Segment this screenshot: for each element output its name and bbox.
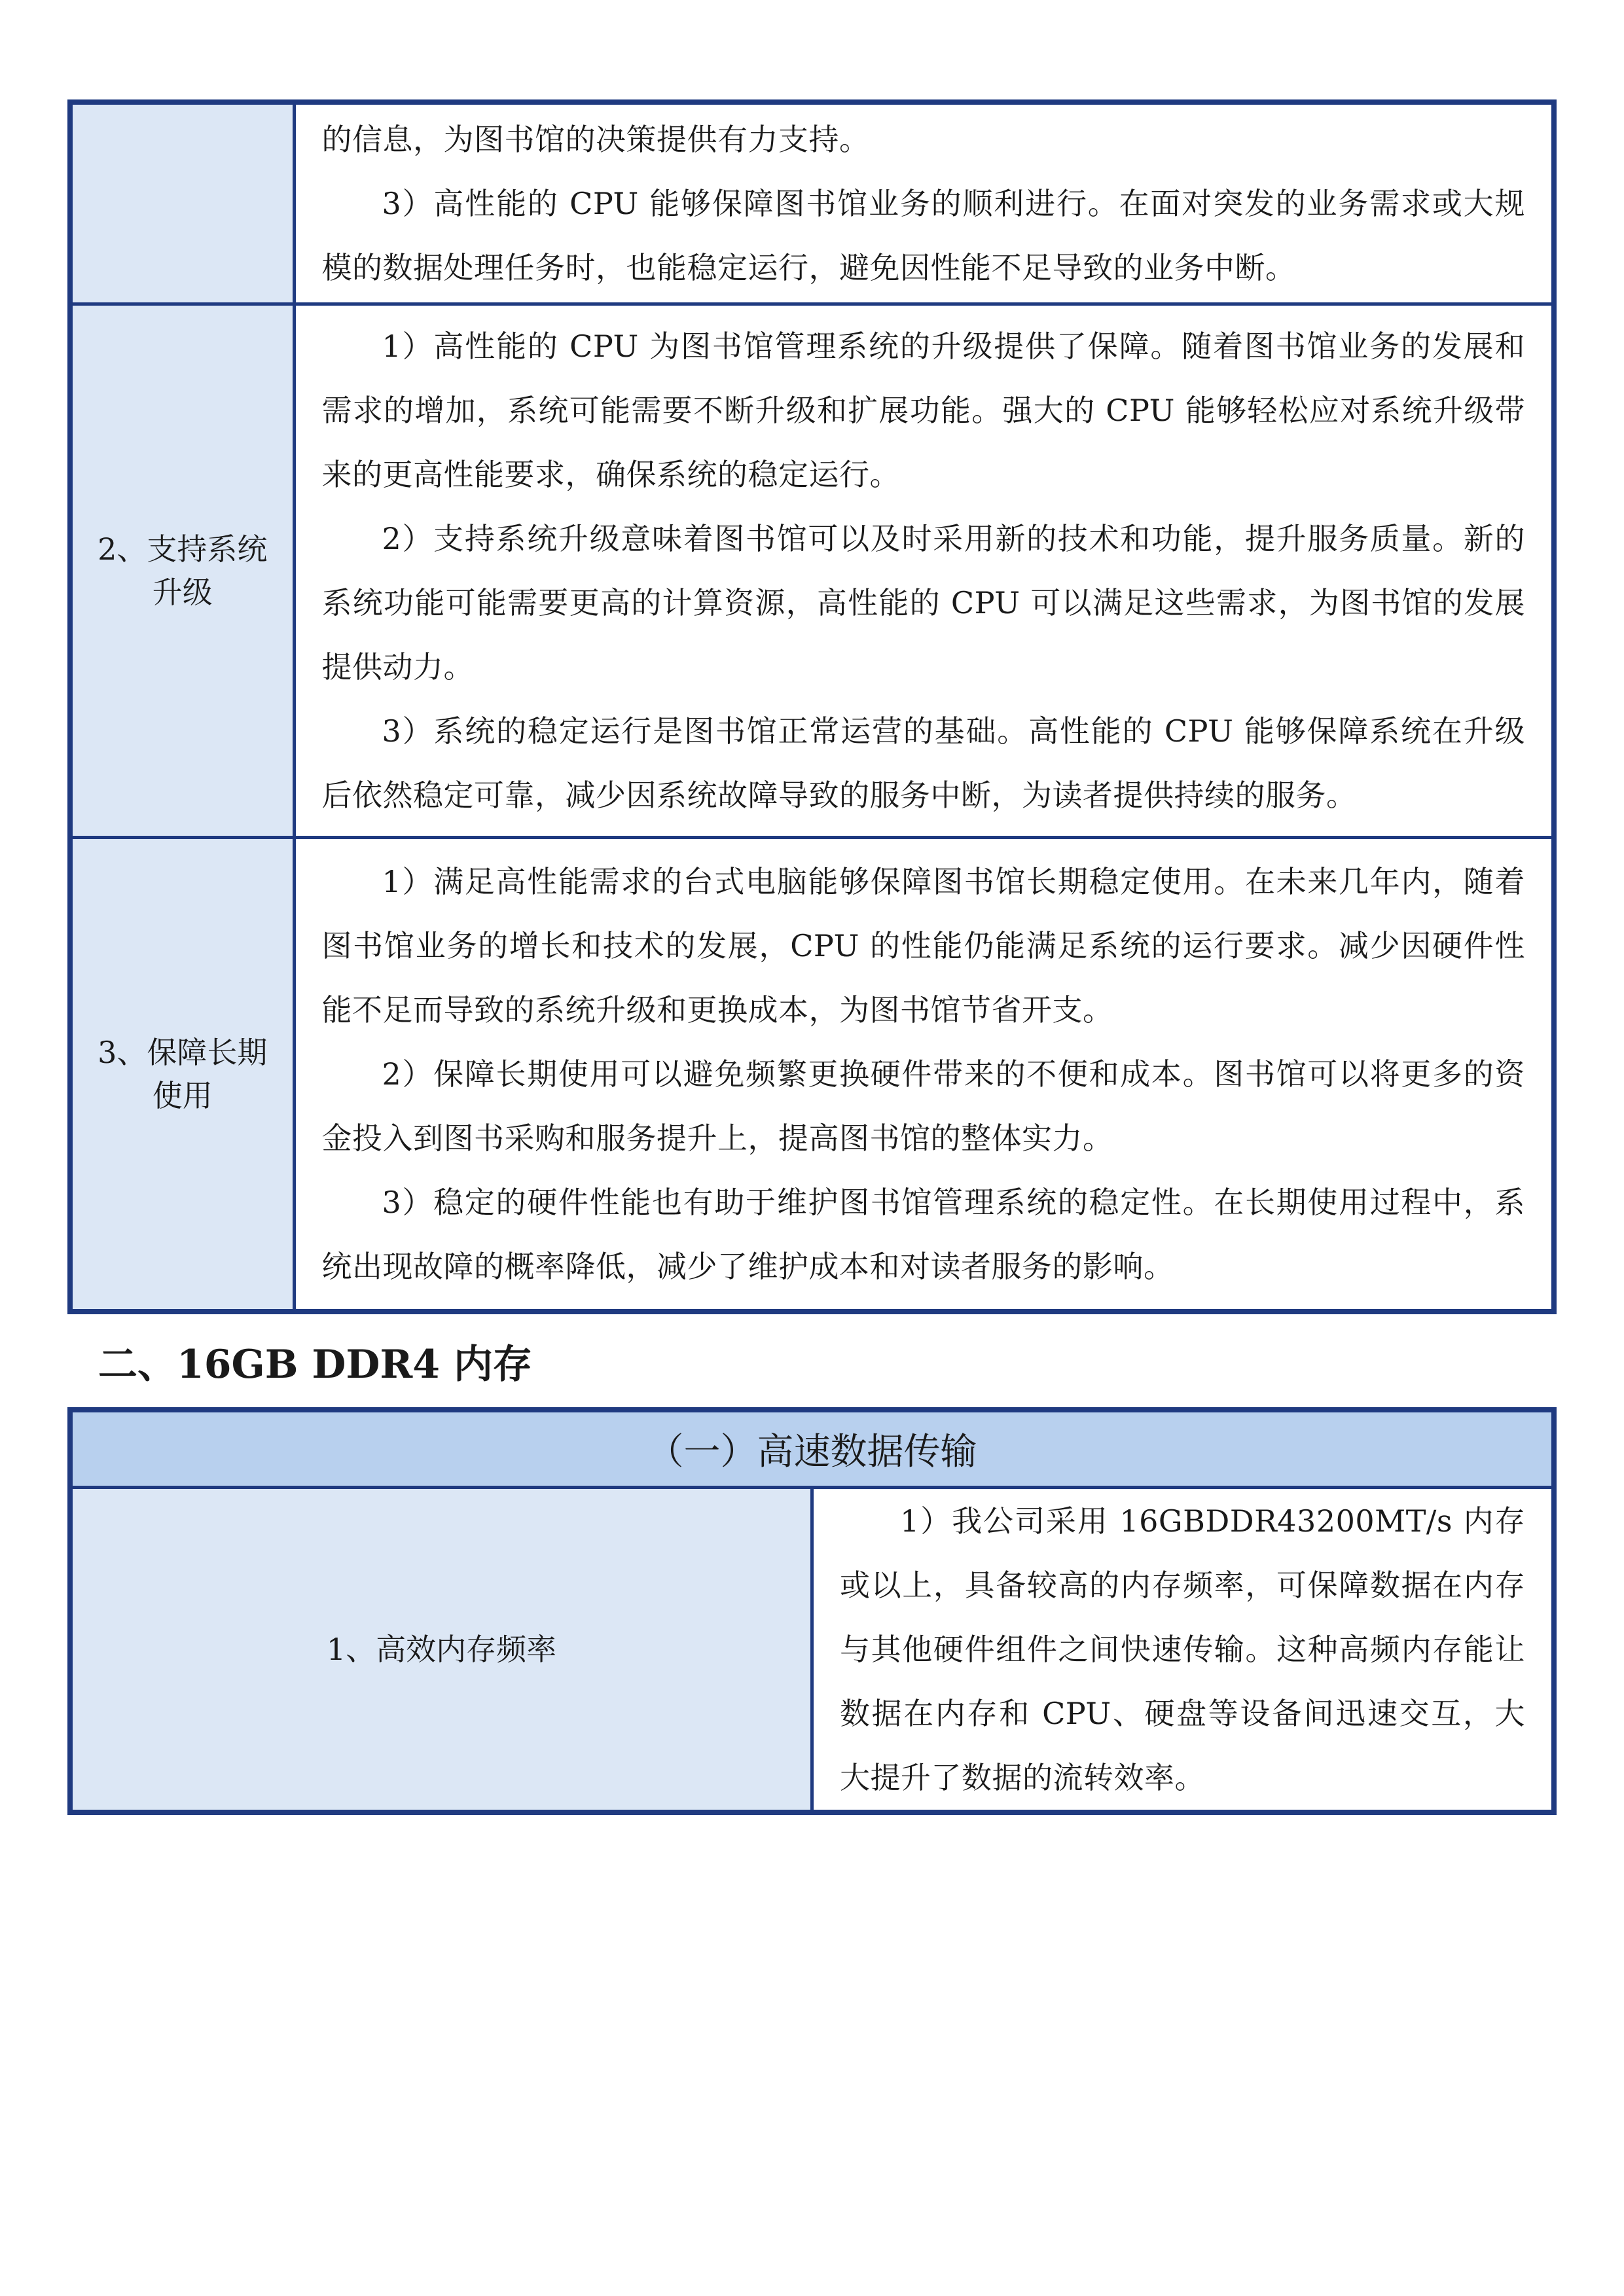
row-content bbox=[294, 837, 1554, 1312]
paragraph: 1）高性能的 CPU 为图书馆管理系统的升级提供了保障。随着图书馆业务的发展和需求的增加，系统可能需要不断升级和扩展功能。强大的 CPU 能够轻松应对系统升级带来的更高性能要求，确保系统的稳定运行。 bbox=[321, 328, 1525, 492]
row-label: 3、保障长期使用 bbox=[70, 837, 294, 1312]
paragraph: 2）保障长期使用可以避免频繁更换硬件带来的不便和成本。图书馆可以将更多的资金投入到图书采购和服务提升上，提高图书馆的整体实力。 bbox=[321, 1056, 1525, 1156]
paragraph: 3）高性能的 CPU 能够保障图书馆业务的顺利进行。在面对突发的业务需求或大规模的数据处理任务时，也能稳定运行，避免因性能不足导致的业务中断。 bbox=[321, 185, 1525, 285]
paragraph: 3）系统的稳定运行是图书馆正常运营的基础。高性能的 CPU 能够保障系统在升级后依然稳定可靠，减少因系统故障导致的服务中断，为读者提供持续的服务。 bbox=[321, 713, 1525, 813]
group-title: （一）高速数据传输 bbox=[70, 1410, 1554, 1488]
table-group-header bbox=[70, 1410, 1554, 1488]
paragraph: 2）支持系统升级意味着图书馆可以及时采用新的技术和功能，提升服务质量。新的系统功能可能需要更高的计算资源，高性能的 CPU 可以满足这些需求，为图书馆的发展提供动力。 bbox=[321, 520, 1525, 685]
row-content bbox=[812, 1488, 1555, 1813]
row-label: 1、高效内存频率 bbox=[70, 1488, 812, 1813]
row-content bbox=[294, 102, 1554, 304]
paragraph: 1）满足高性能需求的台式电脑能够保障图书馆长期稳定使用。在未来几年内，随着图书馆业务的增长和技术的发展，CPU 的性能仍能满足系统的运行要求。减少因硬件性能不足而导致的系统升级和更换成本，为图书馆节省开支。 bbox=[321, 863, 1525, 1028]
table-row bbox=[70, 837, 1554, 1312]
row-content bbox=[294, 304, 1554, 837]
memory-benefits-table bbox=[67, 1407, 1557, 1815]
row-label: 2、支持系统升级 bbox=[70, 304, 294, 837]
table-row bbox=[70, 1488, 1554, 1813]
paragraph: 的信息，为图书馆的决策提供有力支持。 bbox=[321, 121, 870, 157]
paragraph: 3）稳定的硬件性能也有助于维护图书馆管理系统的稳定性。在长期使用过程中，系统出现故障的概率降低，减少了维护成本和对读者服务的影响。 bbox=[321, 1184, 1525, 1284]
table-row bbox=[70, 102, 1554, 304]
table-row bbox=[70, 304, 1554, 837]
cpu-benefits-table bbox=[67, 99, 1557, 1314]
paragraph: 1）我公司采用 16GBDDR43200MT/s 内存或以上，具备较高的内存频率，可保障数据在内存与其他硬件组件之间快速传输。这种高频内存能让数据在内存和 CPU、硬盘等设备间迅速交互，大大提升了数据的流转效率。 bbox=[840, 1503, 1525, 1795]
section-heading: 二、16GB DDR4 内存 bbox=[98, 1342, 532, 1388]
row-label bbox=[70, 102, 294, 304]
